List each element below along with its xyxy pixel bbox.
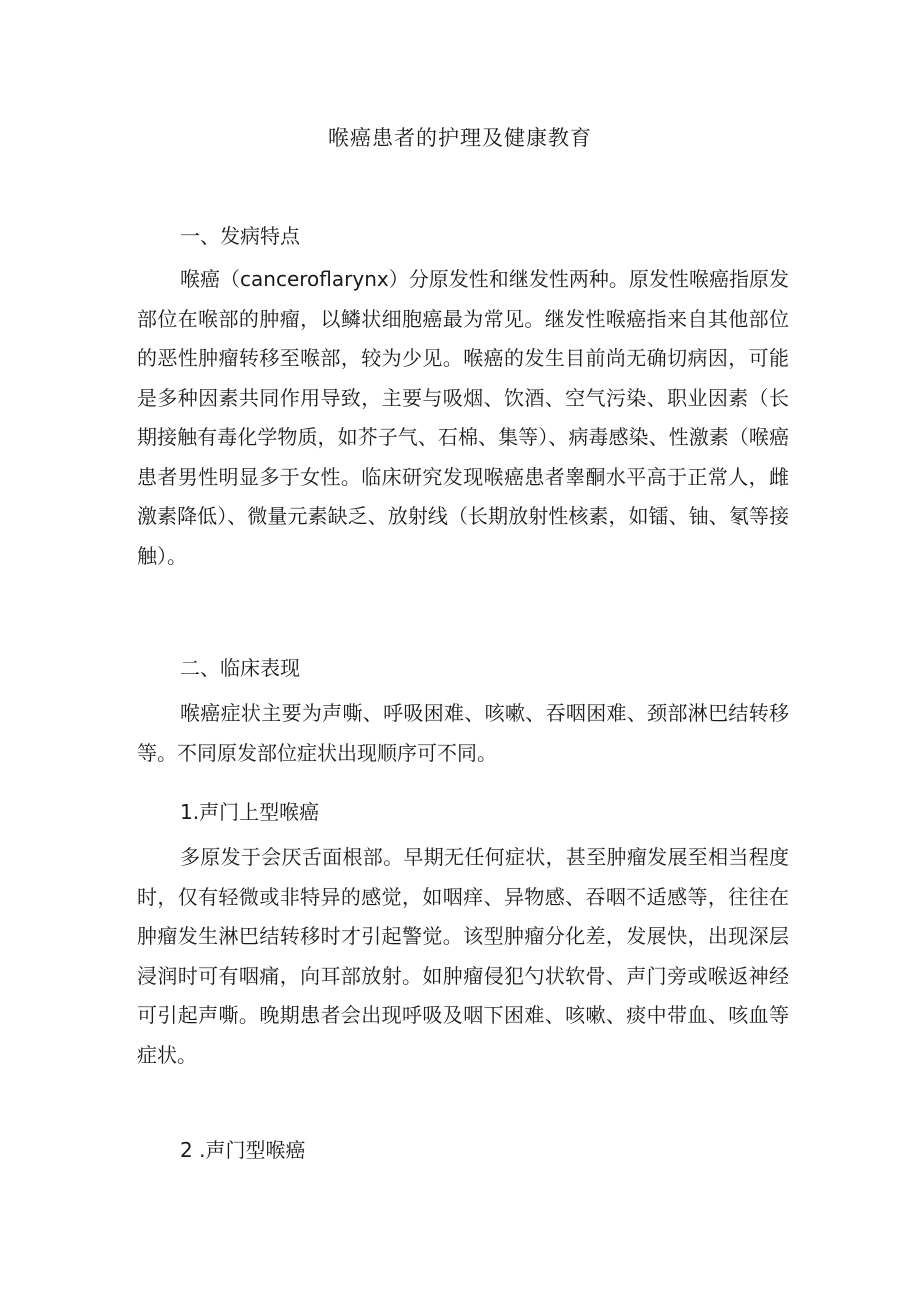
paragraph-onset: 喉癌（canceroflarynx）分原发性和继发性两种。原发性喉癌指原发部位在喉部的肿瘤，以鳞状细胞癌最为常见。继发性喉癌指来自其他部位的恶性肿瘤转移至喉部，较为少见。喉癌的发生目前尚无确切病因，可能是多种因素共同作用导致，主要与吸烟、饮酒、空气污染、职业因素（长期接触有毒化学物质，如芥子气、石棉、集等）、病毒感染、性激素（喉癌患者男性明显多于女性。临床研究发现喉癌患者睾酮水平高于正常人，雌激素降低）、微量元素缺乏、放射线（长期放射性核素，如镭、铀、氡等接触）。 <box>137 267 789 568</box>
subheading-supraglottic: 1.声门上型喉癌 <box>180 800 320 824</box>
section-heading-onset: 一、发病特点 <box>180 224 300 248</box>
paragraph-supraglottic: 多原发于会厌舌面根部。早期无任何症状，甚至肿瘤发展至相当程度时，仅有轻微或非特异的感觉，如咽痒、异物感、吞咽不适感等，往往在肿瘤发生淋巴结转移时才引起警觉。该型肿瘤分化差，发展快，出现深层浸润时可有咽痛，向耳部放射。如肿瘤侵犯勺状软骨、声门旁或喉返神经可引起声嘶。晚期患者会出现呼吸及咽下困难、咳嗽、痰中带血、咳血等症状。 <box>137 845 789 1067</box>
document-title: 喉癌患者的护理及健康教育 <box>328 126 592 150</box>
paragraph-clinical: 喉癌症状主要为声嘶、呼吸困难、咳嗽、吞咽困难、颈部淋巴结转移等。不同原发部位症状出现顺序可不同。 <box>137 701 789 765</box>
section-heading-clinical: 二、临床表现 <box>180 656 300 680</box>
subheading-glottic: 2 .声门型喉癌 <box>180 1138 306 1162</box>
